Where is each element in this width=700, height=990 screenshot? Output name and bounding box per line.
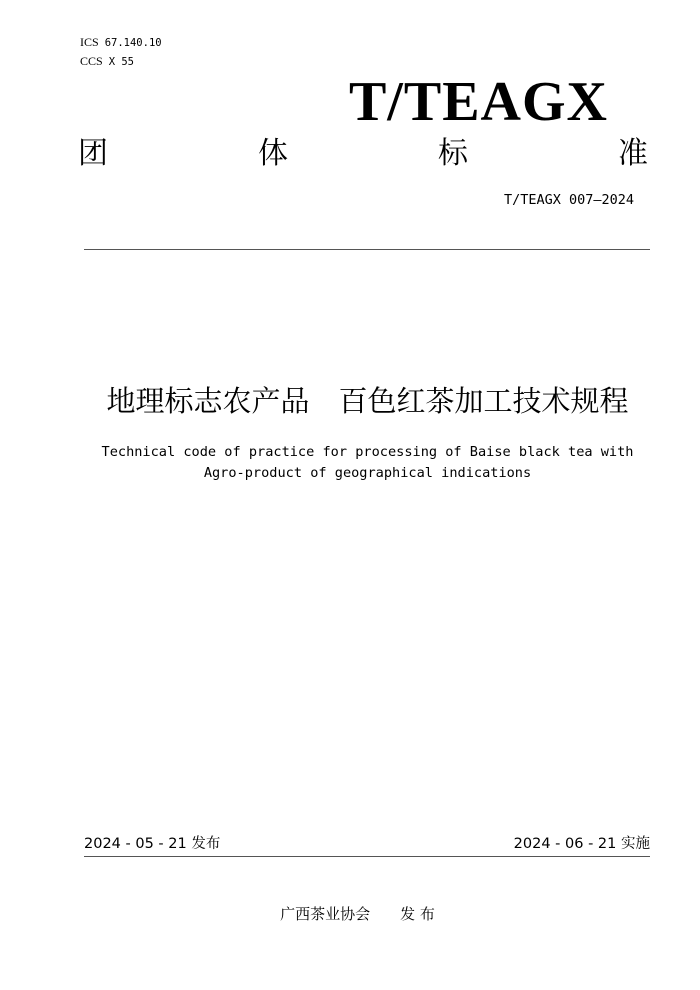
standard-code: T/TEAGX 007—2024 — [503, 192, 634, 208]
standard-logo: T/TEAGX — [348, 71, 608, 133]
ccs-code — [80, 52, 162, 71]
ics-value: 67.140.10 — [104, 37, 162, 49]
top-divider — [84, 249, 650, 250]
standard-type-char: 标 — [438, 136, 468, 171]
ics-code — [80, 33, 162, 52]
bottom-divider — [84, 856, 650, 857]
publisher: 广西茶业协会 发 布 — [280, 905, 435, 923]
standard-type — [78, 134, 648, 174]
ics-label: ICS — [80, 35, 99, 49]
title-english-line: Technical code of practice for processing of Baise black tea with — [101, 444, 634, 460]
standard-type-char: 准 — [618, 136, 648, 171]
ccs-label: CCS — [80, 54, 103, 68]
issue-date: 2024 - 05 - 21 发布 — [84, 836, 221, 852]
standard-type-char: 体 — [258, 136, 288, 171]
title-english — [0, 442, 700, 484]
title-chinese: 地理标志农产品 百色红茶加工技术规程 — [106, 384, 629, 418]
ccs-value: X 55 — [108, 56, 134, 68]
title-english-line: Agro-product of geographical indications — [203, 465, 532, 481]
classification-codes — [80, 33, 162, 71]
implementation-date: 2024 - 06 - 21 实施 — [513, 836, 650, 852]
standard-type-char: 团 — [78, 136, 108, 171]
